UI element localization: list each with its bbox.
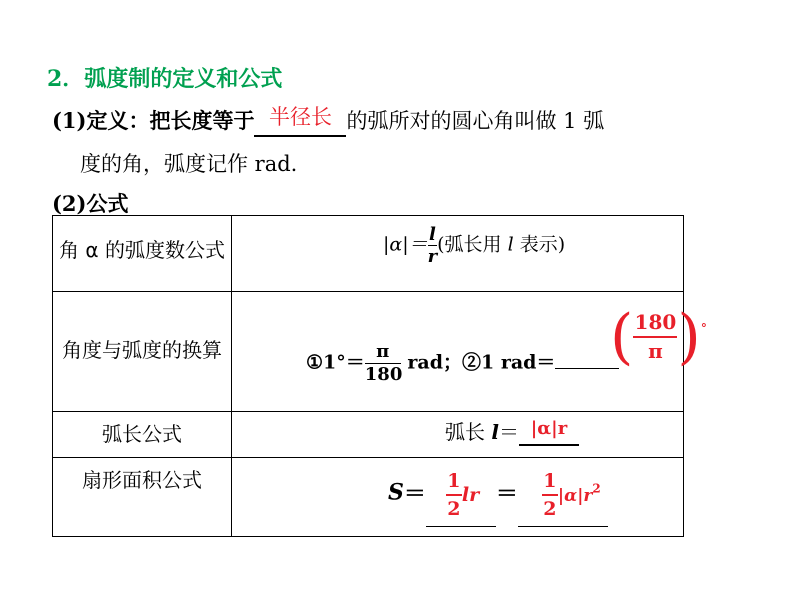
table-column-divider	[231, 216, 232, 536]
heading-number: 2．	[47, 66, 85, 92]
half-fraction	[542, 468, 558, 522]
note-l: l	[507, 233, 514, 256]
arc-length-blank	[519, 420, 579, 446]
abs-alpha: |α|＝	[383, 233, 428, 256]
sector-area-answer-1	[446, 468, 479, 522]
sector-area-eq2: ＝	[495, 481, 518, 507]
arc-length-var: l	[491, 420, 499, 444]
l-over-r-fraction	[428, 224, 437, 267]
fraction-numerator: l	[428, 224, 436, 245]
arc-length-prefix: 弧长	[445, 420, 492, 444]
one-degree-eq: ①1°＝	[306, 351, 365, 374]
table-row-divider	[53, 411, 683, 412]
fraction-numerator: 180	[634, 310, 677, 334]
one-rad-eq: rad；②1 rad＝	[400, 351, 556, 374]
table-row-divider	[53, 457, 683, 458]
note-open: (弧长用	[437, 233, 508, 256]
answer-exponent: 2	[592, 481, 601, 496]
fraction-numerator: 1	[447, 470, 461, 492]
definition-prefix: (1)定义：把长度等于	[52, 108, 255, 133]
left-paren: (	[610, 302, 634, 372]
definition-suffix: 的弧所对的圆心角叫做 1 弧	[346, 109, 605, 133]
table-row-divider	[53, 291, 683, 292]
answer-tail: lr	[461, 484, 480, 506]
sector-area-blank-1	[426, 470, 496, 527]
fraction-numerator: π	[376, 341, 390, 362]
arc-length-eq: ＝	[498, 420, 519, 444]
right-paren: )	[677, 302, 701, 372]
sector-area-blank-2	[518, 470, 608, 527]
definition-line-2: 度的角，弧度记作 rad.	[80, 152, 298, 176]
arc-length-formula	[445, 416, 579, 446]
fraction-denominator: 2	[542, 494, 558, 522]
fraction-denominator: 180	[364, 364, 403, 385]
heading-title: 弧度制的定义和公式	[84, 66, 283, 92]
conversion-answer	[610, 302, 707, 372]
fraction-denominator: 2	[446, 494, 462, 522]
sector-area-formula	[388, 466, 608, 519]
sector-area-eq1: ＝	[403, 481, 426, 507]
sector-area-answer-2	[542, 468, 601, 522]
fraction-denominator: r	[427, 246, 438, 267]
definition-answer: 半径长	[268, 105, 332, 129]
row-label-radian-measure: 角 α 的弧度数公式	[59, 238, 225, 262]
degree-mark: °	[700, 321, 707, 335]
note-close: 表示)	[513, 233, 566, 256]
formula-table	[52, 215, 707, 537]
definition-blank	[254, 105, 346, 137]
section-heading	[47, 62, 282, 93]
fraction-numerator: 1	[543, 470, 557, 492]
answer-tail: |α|r	[557, 486, 593, 506]
answer-fraction	[633, 309, 677, 365]
formula-label: (2)公式	[52, 191, 129, 216]
fraction-denominator: π	[633, 336, 677, 365]
arc-length-answer: |α|r	[530, 418, 568, 439]
definition-line-1	[52, 105, 604, 137]
row-label-sector-area: 扇形面积公式	[82, 468, 202, 492]
half-fraction	[446, 468, 462, 522]
sector-area-S: S	[388, 479, 404, 506]
radian-formula	[383, 224, 565, 267]
conversion-formula	[306, 341, 619, 386]
row-label-conversion: 角度与弧度的换算	[62, 338, 222, 362]
row-label-arc-length: 弧长公式	[102, 422, 182, 446]
pi-over-180-fraction	[365, 341, 401, 386]
